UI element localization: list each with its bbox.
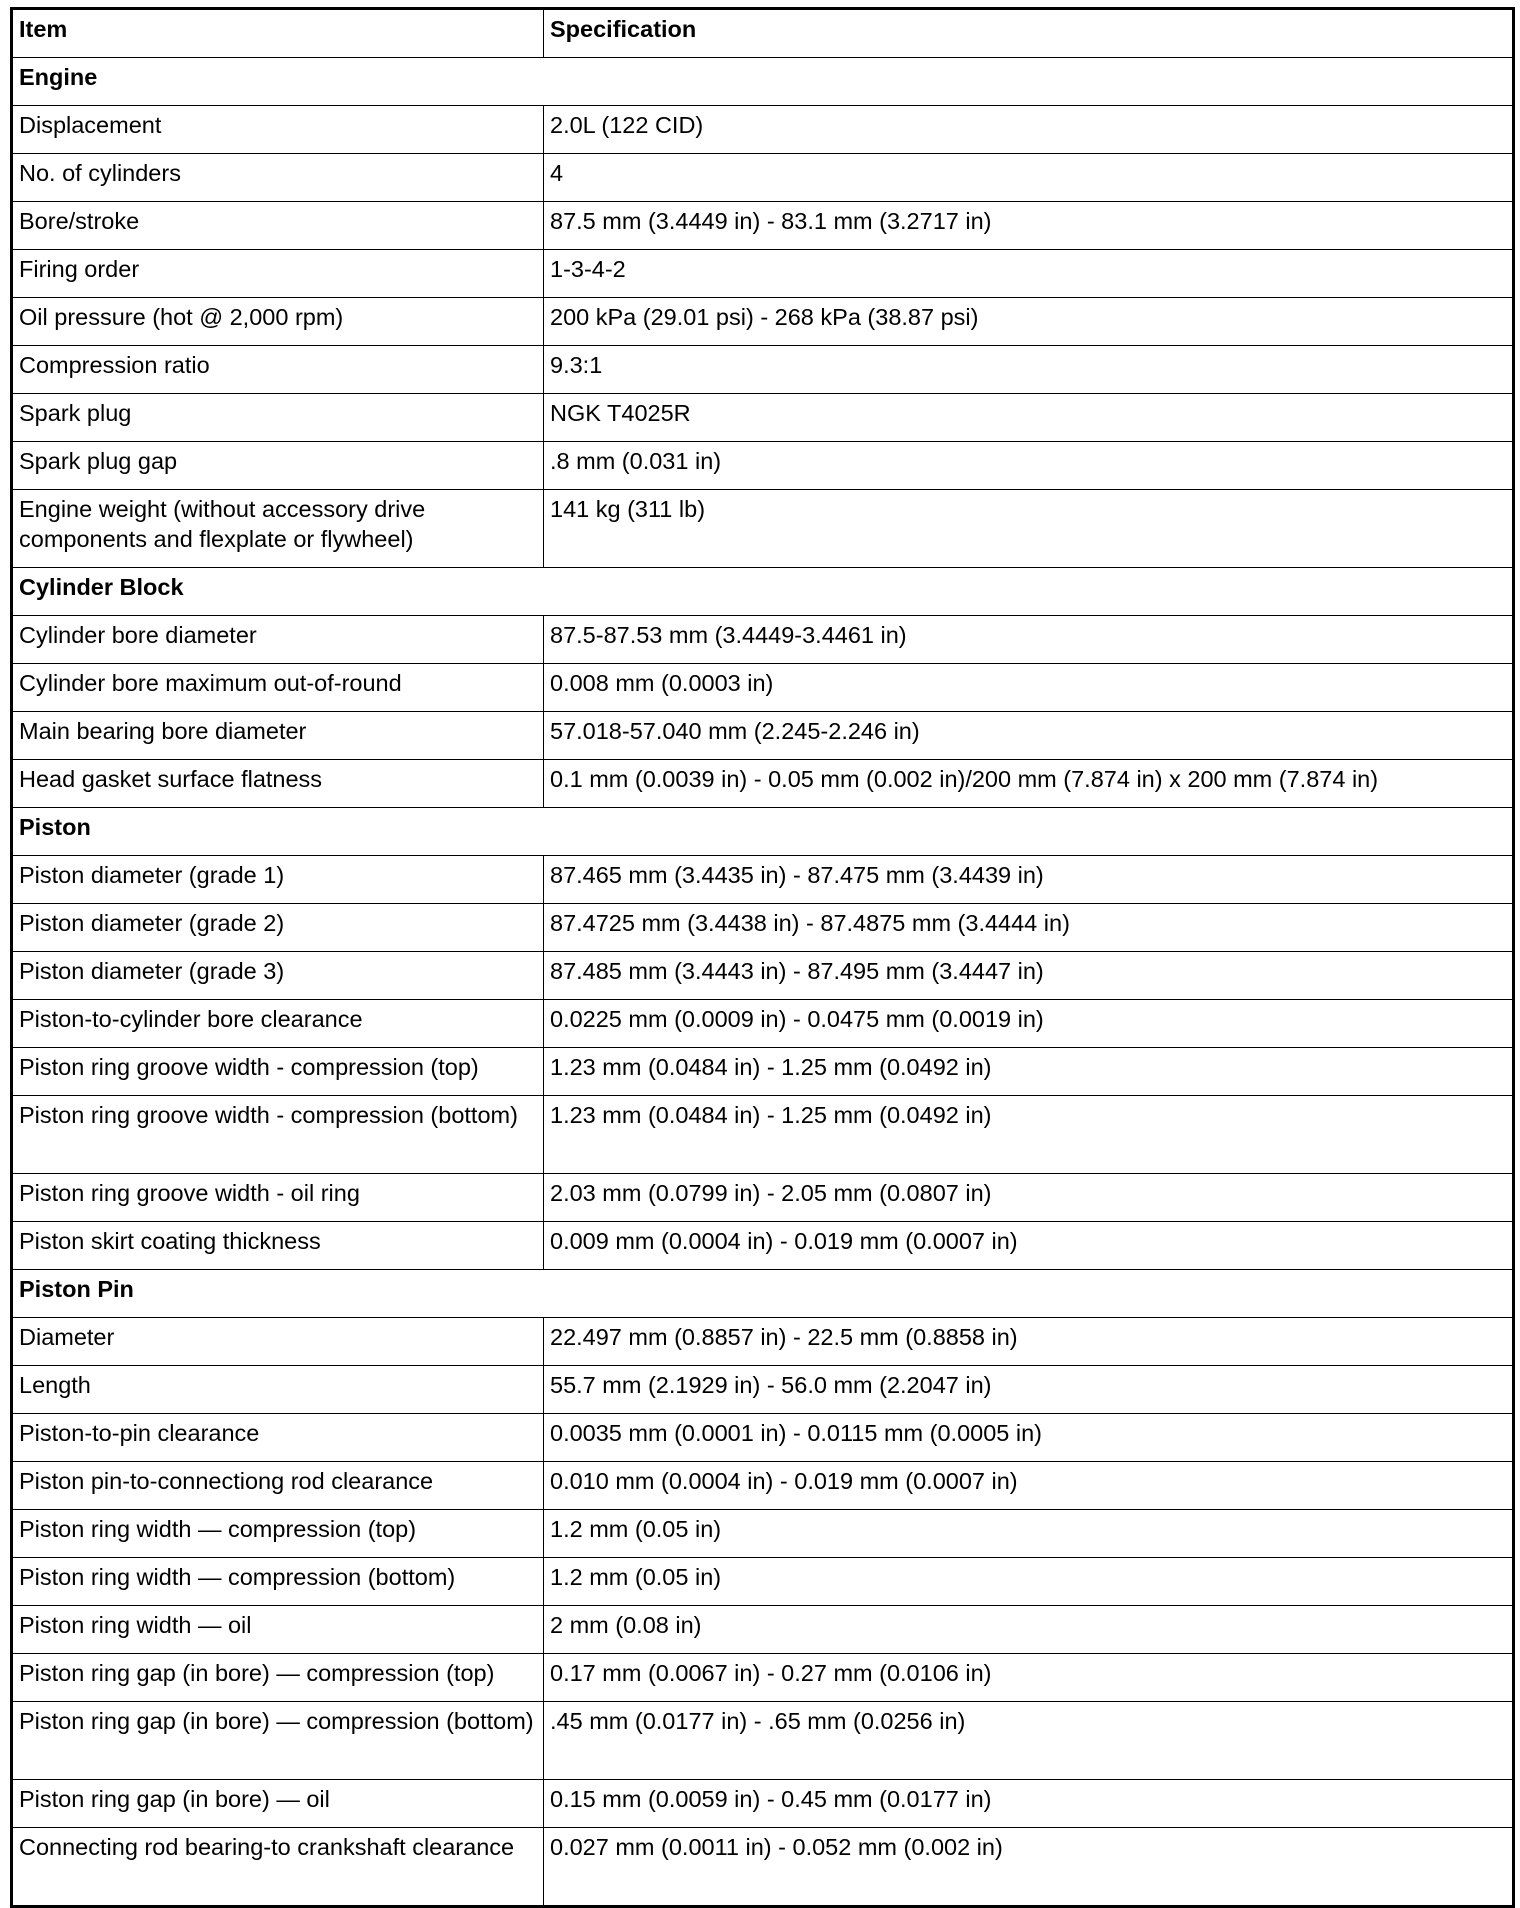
spec-sheet: [10, 7, 1512, 1908]
table-row: [12, 1096, 1514, 1174]
table-row: [12, 616, 1514, 664]
spec-cell: 0.1 mm (0.0039 in) - 0.05 mm (0.002 in)/200 mm (7.874 in) x 200 mm (7.874 in): [544, 760, 1514, 808]
item-cell: Cylinder bore maximum out-of-round: [12, 664, 544, 712]
table-row: [12, 1828, 1514, 1907]
spec-cell: 2.0L (122 CID): [544, 106, 1514, 154]
table-row: [12, 1318, 1514, 1366]
table-row: [12, 1702, 1514, 1780]
section-row-piston-pin: [12, 1270, 1514, 1318]
header-item: Item: [12, 9, 544, 58]
spec-cell: .8 mm (0.031 in): [544, 442, 1514, 490]
table-row: [12, 1366, 1514, 1414]
spec-cell: 4: [544, 154, 1514, 202]
section-title: Cylinder Block: [12, 568, 1514, 616]
table-row: [12, 1780, 1514, 1828]
table-row: [12, 1558, 1514, 1606]
table-row: [12, 760, 1514, 808]
item-cell: Spark plug gap: [12, 442, 544, 490]
table-row: [12, 106, 1514, 154]
item-cell: Bore/stroke: [12, 202, 544, 250]
spec-cell: 1.23 mm (0.0484 in) - 1.25 mm (0.0492 in): [544, 1048, 1514, 1096]
header-row: [12, 9, 1514, 58]
section-row-piston: [12, 808, 1514, 856]
spec-cell: 57.018-57.040 mm (2.245-2.246 in): [544, 712, 1514, 760]
item-cell: Piston diameter (grade 1): [12, 856, 544, 904]
table-row: [12, 856, 1514, 904]
spec-cell: 9.3:1: [544, 346, 1514, 394]
item-cell: Piston ring width — oil: [12, 1606, 544, 1654]
spec-cell: .45 mm (0.0177 in) - .65 mm (0.0256 in): [544, 1702, 1514, 1780]
table-row: [12, 664, 1514, 712]
section-row-engine: [12, 58, 1514, 106]
spec-cell: 0.15 mm (0.0059 in) - 0.45 mm (0.0177 in): [544, 1780, 1514, 1828]
specification-table: [10, 7, 1515, 1908]
table-row: [12, 490, 1514, 568]
table-row: [12, 712, 1514, 760]
table-row: [12, 1048, 1514, 1096]
section-title: Piston: [12, 808, 1514, 856]
item-cell: Cylinder bore diameter: [12, 616, 544, 664]
item-cell: Main bearing bore diameter: [12, 712, 544, 760]
item-cell: No. of cylinders: [12, 154, 544, 202]
table-row: [12, 1174, 1514, 1222]
spec-cell: 200 kPa (29.01 psi) - 268 kPa (38.87 psi): [544, 298, 1514, 346]
table-row: [12, 154, 1514, 202]
table-row: [12, 1654, 1514, 1702]
table-row: [12, 1000, 1514, 1048]
item-cell: Piston ring groove width - oil ring: [12, 1174, 544, 1222]
item-cell: Head gasket surface flatness: [12, 760, 544, 808]
spec-cell: 22.497 mm (0.8857 in) - 22.5 mm (0.8858 in): [544, 1318, 1514, 1366]
spec-cell: NGK T4025R: [544, 394, 1514, 442]
spec-cell: 55.7 mm (2.1929 in) - 56.0 mm (2.2047 in): [544, 1366, 1514, 1414]
table-row: [12, 394, 1514, 442]
spec-cell: 0.17 mm (0.0067 in) - 0.27 mm (0.0106 in): [544, 1654, 1514, 1702]
table-row: [12, 1510, 1514, 1558]
spec-cell: 87.5 mm (3.4449 in) - 83.1 mm (3.2717 in): [544, 202, 1514, 250]
table-row: [12, 952, 1514, 1000]
item-cell: Piston-to-cylinder bore clearance: [12, 1000, 544, 1048]
spec-cell: 0.0225 mm (0.0009 in) - 0.0475 mm (0.0019 in): [544, 1000, 1514, 1048]
item-cell: Piston pin-to-connectiong rod clearance: [12, 1462, 544, 1510]
item-cell: Piston ring groove width - compression (bottom): [12, 1096, 544, 1174]
item-cell: Compression ratio: [12, 346, 544, 394]
table-row: [12, 346, 1514, 394]
item-cell: Piston ring width — compression (bottom): [12, 1558, 544, 1606]
section-row-cylinder-block: [12, 568, 1514, 616]
item-cell: Displacement: [12, 106, 544, 154]
table-row: [12, 202, 1514, 250]
item-cell: Engine weight (without accessory drive components and flexplate or flywheel): [12, 490, 544, 568]
header-specification: Specification: [544, 9, 1514, 58]
item-cell: Piston ring gap (in bore) — compression (bottom): [12, 1702, 544, 1780]
spec-cell: 2.03 mm (0.0799 in) - 2.05 mm (0.0807 in): [544, 1174, 1514, 1222]
item-cell: Piston-to-pin clearance: [12, 1414, 544, 1462]
item-cell: Piston diameter (grade 3): [12, 952, 544, 1000]
section-title: Engine: [12, 58, 1514, 106]
spec-cell: 0.010 mm (0.0004 in) - 0.019 mm (0.0007 in): [544, 1462, 1514, 1510]
item-cell: Firing order: [12, 250, 544, 298]
item-cell: Oil pressure (hot @ 2,000 rpm): [12, 298, 544, 346]
table-row: [12, 442, 1514, 490]
table-row: [12, 298, 1514, 346]
item-cell: Connecting rod bearing-to crankshaft clearance: [12, 1828, 544, 1907]
item-cell: Diameter: [12, 1318, 544, 1366]
table-row: [12, 904, 1514, 952]
table-row: [12, 1606, 1514, 1654]
spec-cell: 87.4725 mm (3.4438 in) - 87.4875 mm (3.4444 in): [544, 904, 1514, 952]
spec-cell: 1-3-4-2: [544, 250, 1514, 298]
table-row: [12, 1222, 1514, 1270]
spec-cell: 1.2 mm (0.05 in): [544, 1558, 1514, 1606]
spec-cell: 1.2 mm (0.05 in): [544, 1510, 1514, 1558]
table-row: [12, 1414, 1514, 1462]
item-cell: Piston ring groove width - compression (top): [12, 1048, 544, 1096]
item-cell: Piston skirt coating thickness: [12, 1222, 544, 1270]
spec-cell: 87.485 mm (3.4443 in) - 87.495 mm (3.4447 in): [544, 952, 1514, 1000]
section-title: Piston Pin: [12, 1270, 1514, 1318]
table-row: [12, 1462, 1514, 1510]
item-cell: Piston ring gap (in bore) — compression (top): [12, 1654, 544, 1702]
spec-cell: 0.008 mm (0.0003 in): [544, 664, 1514, 712]
table-row: [12, 250, 1514, 298]
spec-cell: 0.009 mm (0.0004 in) - 0.019 mm (0.0007 in): [544, 1222, 1514, 1270]
item-cell: Piston diameter (grade 2): [12, 904, 544, 952]
spec-cell: 87.5-87.53 mm (3.4449-3.4461 in): [544, 616, 1514, 664]
spec-cell: 87.465 mm (3.4435 in) - 87.475 mm (3.4439 in): [544, 856, 1514, 904]
spec-cell: 0.0035 mm (0.0001 in) - 0.0115 mm (0.0005 in): [544, 1414, 1514, 1462]
spec-cell: 1.23 mm (0.0484 in) - 1.25 mm (0.0492 in): [544, 1096, 1514, 1174]
spec-cell: 0.027 mm (0.0011 in) - 0.052 mm (0.002 in): [544, 1828, 1514, 1907]
item-cell: Piston ring gap (in bore) — oil: [12, 1780, 544, 1828]
item-cell: Spark plug: [12, 394, 544, 442]
spec-cell: 141 kg (311 lb): [544, 490, 1514, 568]
spec-cell: 2 mm (0.08 in): [544, 1606, 1514, 1654]
item-cell: Piston ring width — compression (top): [12, 1510, 544, 1558]
item-cell: Length: [12, 1366, 544, 1414]
